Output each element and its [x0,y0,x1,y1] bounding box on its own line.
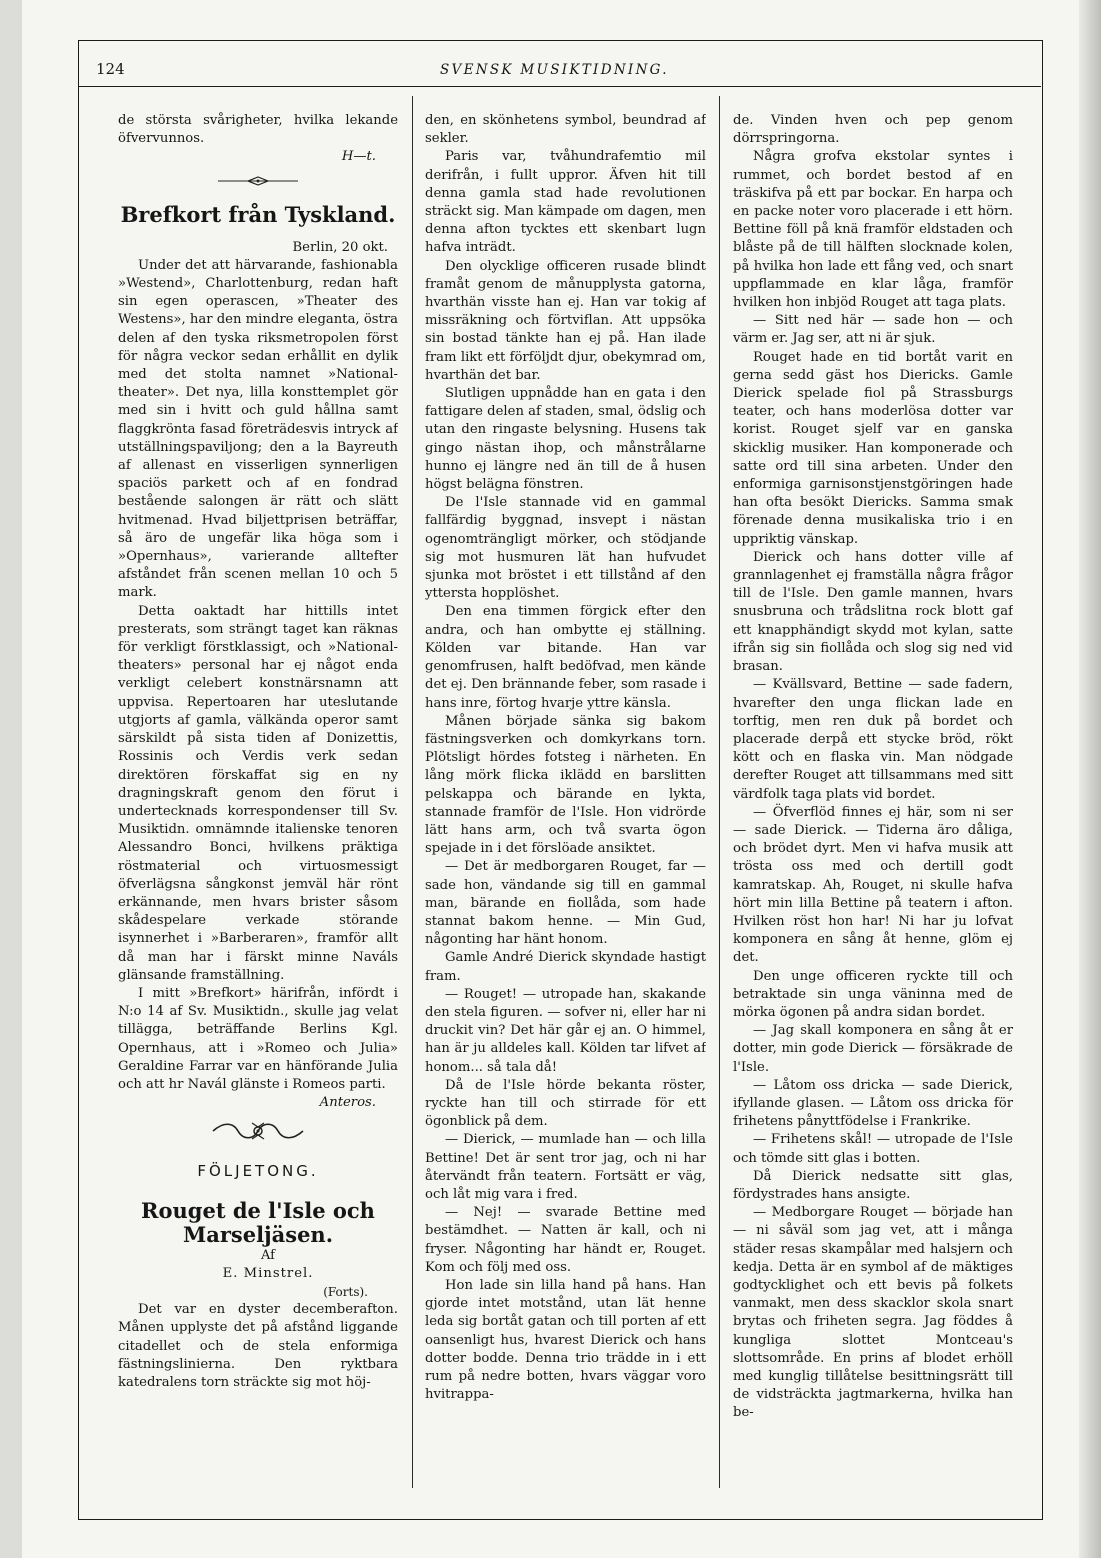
story-paragraph: Paris var, tvåhundrafemtio mil derifrån, i fullt uppror. Äfven hit till denna gamla stad hade revolutionen sträckt sig. Man kämpade om dagen, men denna afton tycktes ett skenbart lugn hafva inträdt. [425,149,706,256]
story-paragraph: — Nej! — svarade Bettine med bestämdhet. — Natten är kall, och ni fryser. Någonting har händt er, Rouget. Kom och följ med oss. [425,1205,706,1275]
intro-signature: H—t. [341,149,376,165]
column-1 [118,112,398,1512]
story-paragraph: Dierick och hans dotter ville af grannlagenhet ej framställa några frågor till de l'Isle. Den gamle mannen, hvars snusbruna och trådslitna rock blott gaf ett knapphändigt skydd mot kylan, satte ifrån sig sin fiollåda och slog sig ned vid brasan. [733,549,1013,675]
story-paragraph: Månen började sänka sig bakom fästningsverken och domkyrkans torn. Plötsligt hördes fotsteg i närheten. En lång mörk flicka iklädd en barslitten pelskappa och bärande en lykta, stannade framför de l'Isle. Hon vidrörde lätt hans arm, och två svarta ögon spejade in i det förslöade ansiktet. [425,713,706,857]
column-3 [733,112,1013,1512]
running-head: SVENSK MUSIKTIDNING. [440,62,669,78]
header-rule [78,86,1041,87]
story-paragraph: — Öfverflöd finnes ej här, som ni ser — sade Dierick. — Tiderna äro dåliga, och brödet dyrt. Men vi hafva musik att trösta oss med och dertill godt kamratskap. Ah, Rouget, ni skulle hafva hört min lilla Bettine på teatern i afton. Hvilken röst hon har! Ni har ju lofvat komponera en sång åt henne, glöm ej det. [733,804,1013,966]
story-paragraph: den, en skönhetens symbol, beundrad af sekler. [425,113,706,147]
story-paragraph: Då Dierick nedsatte sitt glas, fördystrades hans ansigte. [733,1168,1013,1202]
column-rule-2 [719,96,720,1488]
story-paragraph: Det var en dyster decemberafton. Månen upplyste det på afstånd liggande citadellet och de stela enformiga fästningslinierna. Den ryktbara katedralens torn sträckte sig mot höj- [118,1302,398,1390]
story-paragraph: Hon lade sin lilla hand på hans. Han gjorde intet motstånd, utan lät henne leda sig bortåt gatan och till porten af ett oansenligt hus, hvarest Dierick och hans dotter bodde. Denna trio trädde in i ett rum på nedre botten, hvars väggar voro hvitrappa- [425,1278,706,1403]
story-title: Rouget de l'Isle och Marseljäsen. [141,1197,375,1247]
story-continued: (Forts). [323,1284,368,1299]
scroll-ornament-icon [208,1120,308,1142]
story-by: Af [261,1247,275,1263]
story-paragraph: Några grofva ekstolar syntes i rummet, och bordet bestod af en träskifva på ett par bockar. En harpa och en packe noter voro placerade i ett hörn. Bettine föll på knä framför eldstaden och blåste på de till hälften slocknade kolen, på hvilka hon lade ett fång ved, och snart uppflammade en klar låga, framför hvilken hon inbjöd Rouget att taga plats. [733,149,1013,311]
story-paragraph: — Sitt ned här — sade hon — och värm er. Jag ser, att ni är sjuk. [733,313,1013,347]
article-paragraph: Under det att härvarande, fashionabla »Westend», Charlottenburg, redan haft sin egen operascen, »Theater des Westens», har den mindre eleganta, östra delen af den tyska riksmetropolen först för några veckor sedan erhållit en dylik med det stolta namnet »National-theater». Det nya, lilla konsttemplet gör med sin i hvitt och guld hållna samt flaggkrönta fasad företrädesvis intryck af utställningspaviljong; den a la Bayreuth af allenast en visserligen synnerligen spaciös parkett och af en fondrad bestående salongen är rätt och slätt hvitmenad. Hvad biljettprisen beträffar, så äro de ungefär lika höga som i »Opernhaus», varierande alltefter afståndet från scenen mellan 10 och 5 mark. [118,257,398,601]
story-paragraph: — Kvällsvard, Bettine — sade fadern, hvarefter den unga flickan lade en torftig, men ren duk på bordet och placerade derpå ett stycke bröd, rökt kött och en flaska vin. Man nödgade derefter Rouget att tillsammans med sitt värdfolk taga plats vid bordet. [733,677,1013,802]
story-paragraph: de. Vinden hven och pep genom dörrspringorna. [733,113,1013,147]
page-number: 124 [96,60,125,78]
story-paragraph: Den ena timmen förgick efter den andra, och han ombytte ej ställning. Kölden var bitande. Han var genomfrusen, halft bedöfvad, men kände det ej. Den brännande feber, som rasade i hans inre, förtog hvarje yttre känsla. [425,604,706,711]
article-signature: Anteros. [319,1095,376,1111]
story-paragraph: — Frihetens skål! — utropade de l'Isle och tömde sitt glas i botten. [733,1132,1013,1166]
story-paragraph: Den olycklige officeren rusade blindt framåt genom de månupplysta gatorna, hvarthän visste han ej. Han var tokig af missräkning och förtviflan. Att uppsöka sin bostad tänkte han ej på. Han ilade fram likt ett förföljdt djur, obekymrad om, hvarthän det bar. [425,258,706,383]
story-paragraph: — Medborgare Rouget — började han — ni såväl som jag vet, att i många städer resas skampålar med halsjern och kedja. Detta är en symbol af de mäktiges godtycklighet och ett bevis på folkets vanmakt, men dess skacklor skola snart brytas och friheten segra. Jag föddes å kungliga slottet Montceau's slottsområde. En prins af blodet erhöll med kunglig tillåtelse besittningsrätt till de vidsträckta jagtmarkerna, hvilka han be- [733,1205,1013,1421]
story-author: E. Minstrel. [222,1265,314,1281]
article-headline: Brefkort från Tyskland. [120,201,396,227]
story-paragraph: Då de l'Isle hörde bekanta röster, ryckte han till och stirrade för ett ögonblick på dem. [425,1077,706,1130]
story-paragraph: — Det är medborgaren Rouget, far — sade hon, vändande sig till en gammal man, bärande en fiollåda, som hade stannat bakom henne. — Min Gud, någonting har hänt honom. [425,859,706,948]
article-paragraph: I mitt »Brefkort» härifrån, infördt i N:o 14 af Sv. Musiktidn., skulle jag velat tillägga, beträffande Berlins Kgl. Opernhaus, att i »Romeo och Julia» Geraldine Farrar var en hänförande Julia och att hr Navál glänste i Romeos parti. [118,985,398,1092]
story-paragraph: — Låtom oss dricka — sade Dierick, ifyllande glasen. — Låtom oss dricka för frihetens pånyttfödelse i Frankrike. [733,1077,1013,1130]
story-paragraph: Gamle André Dierick skyndade hastigt fram. [425,950,706,984]
divider-ornament-icon [218,175,298,187]
column-rule-1 [412,96,413,1488]
column-2 [425,112,706,1512]
article-paragraph: Detta oaktadt har hittills intet presterats, som strängt taget kan räknas för verkligt förstklassigt, och »National-theaters» personal har ej något enda verkligt celebert konstnärsnamn att uppvisa. Repertoaren har uteslutande utgjorts af gamla, välkända operor samt särskildt på sista tiden af Donizettis, Rossinis och Verdis verk sedan direktören förskaffat sig en ny dragningskraft genom den förut i undertecknads korrespondenser till Sv. Musiktidn. omnämnde italienske tenoren Alessandro Bonci, hvilkens präktiga röstmaterial och virtuosmessigt öfverlägsna sångkonst jemväl här rönt erkännande, men hvars brister såsom skådespelare verkade störande isynnerhet i »Barberaren», framför allt då man har i färskt minne Naváls glänsande framställning. [118,603,398,983]
story-paragraph: De l'Isle stannade vid en gammal fallfärdig byggnad, insvept i nästan ogenomträngligt mörker, och stödjande sig mot husmuren lät han hufvudet sjunka mot bröstet i ett tillstånd af den yttersta hopplöshet. [425,495,706,602]
section-label: FÖLJETONG. [197,1162,319,1181]
story-paragraph: Rouget hade en tid bortåt varit en gerna sedd gäst hos Diericks. Gamle Dierick spelade fiol på Strassburgs teater, och hans moderlösa dotter var korist. Rouget sjelf var en ganska skicklig musiker. Han komponerade och satte ord till sina arbeten. Under den enformiga garnisonstjenstgöringen hade han ofta besökt Diericks. Samma smak förenade denna musikaliska trio i en uppriktig vänskap. [733,349,1013,547]
story-paragraph: — Rouget! — utropade han, skakande den stela figuren. — sofver ni, eller har ni druckit vin? Det här går ej an. O himmel, han är ju alldeles kall. Kölden tar lifvet af honom... så tala då! [425,986,706,1075]
story-paragraph: Den unge officeren ryckte till och betraktade sin unga väninna med de mörka ögonen på andra sidan bordet. [733,968,1013,1020]
intro-paragraph: de största svårigheter, hvilka lekande öfvervunnos. [118,113,398,147]
scan-edge [1079,0,1101,1558]
story-paragraph: — Dierick, — mumlade han — och lilla Bettine! Det är sent tror jag, och ni har återvändt från teatern. Fortsätt er väg, och låt mig vara i fred. [425,1132,706,1202]
story-paragraph: Slutligen uppnådde han en gata i den fattigare delen af staden, smal, ödslig och utan den ringaste belysning. Husens tak gingo nästan ihop, och månstrålarne hunno ej längre ned än till de å husen högst belägna fönstren. [425,386,706,493]
dateline: Berlin, 20 okt. [292,239,388,255]
story-paragraph: — Jag skall komponera en sång åt er dotter, min gode Dierick — försäkrade de l'Isle. [733,1023,1013,1075]
